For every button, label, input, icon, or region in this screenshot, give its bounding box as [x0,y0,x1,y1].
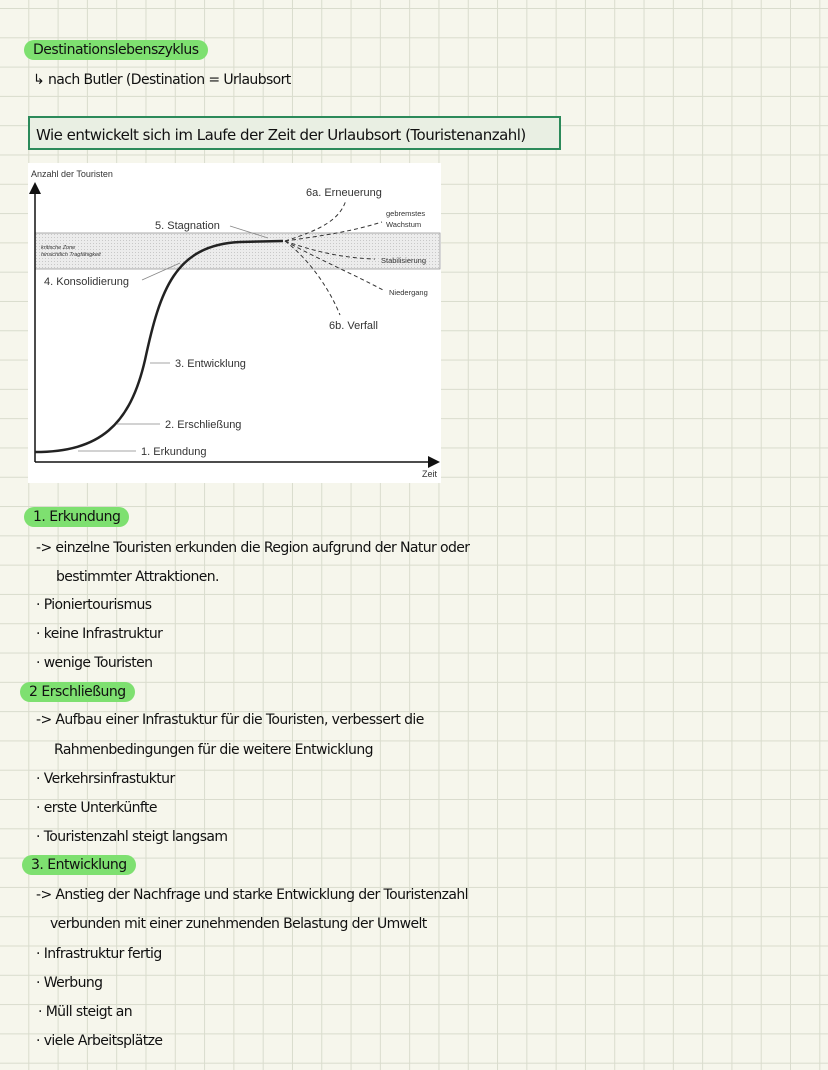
stage-4-label: 4. Konsolidierung [44,276,130,288]
branch-niedergang-label: Niedergang [389,288,428,297]
question-text: Wie entwickelt sich im Laufe der Zeit der Urlaubsort (Touristenanzahl) [36,126,526,144]
branch-gebremst-label-2: Wachstum [386,220,422,229]
list-item: · Verkehrsinfrastuktur [36,771,175,787]
list-item: · Werbung [36,975,103,991]
title-highlight: Destinationslebenszyklus [24,40,208,60]
y-axis-label: Anzahl der Touristen [31,169,113,179]
list-item: · Infrastruktur fertig [36,946,162,962]
stage-5-label: 5. Stagnation [155,220,220,232]
critical-zone-label-1: kritische Zone [41,245,76,251]
critical-zone [35,233,440,269]
critical-zone-label-2: hinsichtlich Tragfähigkeit [41,252,101,258]
list-item: · keine Infrastruktur [36,626,163,642]
branch-stabilisierung-label: Stabilisierung [381,256,427,265]
section-desc: verbunden mit einer zunehmenden Belastung der Umwelt [50,916,427,932]
stage-6a-label: 6a. Erneuerung [306,187,382,199]
section-heading-entwicklung: 3. Entwicklung [22,855,136,875]
list-item: · erste Unterkünfte [36,800,157,816]
section-desc: -> Aufbau einer Infrastuktur für die Touristen, verbessert die [36,712,424,728]
stage-2-label: 2. Erschließung [165,419,242,431]
list-item: · viele Arbeitsplätze [36,1033,163,1049]
section-desc: -> einzelne Touristen erkunden die Region aufgrund der Natur oder [36,540,470,556]
stage-1-label: 1. Erkundung [141,446,207,458]
section-desc: -> Anstieg der Nachfrage und starke Entwicklung der Touristenzahl [36,887,468,903]
list-item: · Pioniertourismus [36,597,152,613]
list-item: · wenige Touristen [36,655,153,671]
diagram-svg [0,0,828,500]
list-item: · Müll steigt an [38,1004,133,1020]
section-heading-erschliessung: 2 Erschließung [20,682,135,702]
branch-gebremst-label-1: gebremstes [386,209,426,218]
list-item: · Touristenzahl steigt langsam [36,829,228,845]
stage-6b-label: 6b. Verfall [329,320,378,332]
stage-3-label: 3. Entwicklung [175,358,246,370]
x-axis-label: Zeit [422,469,438,479]
section-desc: Rahmenbedingungen für die weitere Entwicklung [54,742,373,758]
subtitle: ↳ nach Butler (Destination = Urlaubsort [33,72,291,88]
section-heading-erkundung: 1. Erkundung [24,507,129,527]
section-desc: bestimmter Attraktionen. [56,569,219,585]
